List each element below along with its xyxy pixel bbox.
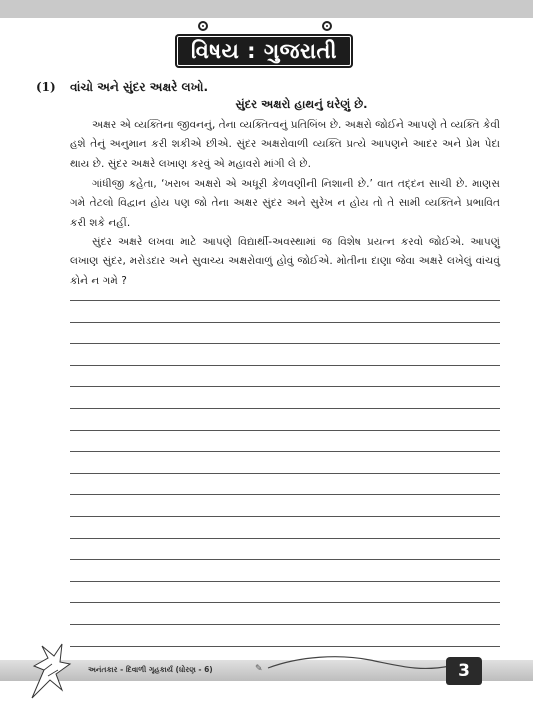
writing-line[interactable] xyxy=(70,602,500,603)
writing-line[interactable] xyxy=(70,494,500,495)
essay-paragraph-text: અક્ષર એ વ્યક્તિના જીવનનું, તેના વ્યક્તિત્વનું પ્રતિબિંબ છે. અક્ષરો જોઈને આપણે તે વ્યક્તિ કેવી હશે તેનું અનુમાન કરી શકીએ છીએ. સુંદર અક્ષરોવાળી વ્યક્તિ પ્રત્યે આપણને આદર અને પ્રેમ પેદા થાય છે. સુંદર અક્ષરે લખાણ કરવું એ મહાવરો માંગી લે છે. xyxy=(70,119,500,170)
writing-line[interactable] xyxy=(70,646,500,647)
binder-ring-icon xyxy=(198,21,208,31)
leaf-doodle-icon xyxy=(22,640,72,700)
question-instruction: વાંચો અને સુંદર અક્ષરે લખો. xyxy=(70,80,209,94)
writing-line[interactable] xyxy=(70,559,500,560)
page-number: 3 xyxy=(446,657,482,685)
essay-paragraph xyxy=(70,175,500,233)
writing-line[interactable] xyxy=(70,386,500,387)
writing-line[interactable] xyxy=(70,300,500,301)
pen-doodle-icon: ✎ xyxy=(255,664,263,674)
writing-line[interactable] xyxy=(70,365,500,366)
essay-paragraph xyxy=(70,116,500,174)
essay-title: સુંદર અક્ષરો હાથનું ઘરેણું છે. xyxy=(235,97,368,111)
subject-banner: વિષય : ગુજરાતી xyxy=(175,34,353,68)
top-binding-band xyxy=(0,0,533,18)
writing-line[interactable] xyxy=(70,516,500,517)
writing-line[interactable] xyxy=(70,624,500,625)
writing-line[interactable] xyxy=(70,430,500,431)
writing-line[interactable] xyxy=(70,343,500,344)
essay-paragraph-text: ગાંધીજી કહેતા, ‘ખરાબ અક્ષરો એ અધૂરી કેળવણીની નિશાની છે.’ વાત તદ્દન સાચી છે. માણસ ગમે તેટલો વિદ્વાન હોય પણ જો તેના અક્ષર સુંદર અને સુરેખ ન હોય તો તે સામી વ્યક્તિને પ્રભાવિત કરી શકે નહીં. xyxy=(70,178,500,229)
writing-line[interactable] xyxy=(70,538,500,539)
essay-paragraph-text: સુંદર અક્ષરે લખવા માટે આપણે વિદ્યાર્થી-અવસ્થામાં જ વિશેષ પ્રયત્ન કરવો જોઈએ. આપણું લખાણ સુંદર, મરોડદાર અને સુવાચ્ય અક્ષરોવાળું હોવું જોઈએ. મોતીના દાણા જેવા અક્ષરે લખેલું વાંચવું કોને ન ગમે ? xyxy=(70,236,500,287)
writing-line[interactable] xyxy=(70,581,500,582)
writing-line[interactable] xyxy=(70,451,500,452)
binder-ring-icon xyxy=(322,21,332,31)
footer-book-title: અનંતકાર - દિવાળી ગૃહકાર્ય (ધોરણ - 6) xyxy=(88,665,213,674)
essay-paragraph xyxy=(70,233,500,291)
writing-line[interactable] xyxy=(70,473,500,474)
writing-line[interactable] xyxy=(70,322,500,323)
writing-line[interactable] xyxy=(70,408,500,409)
question-number: (1) xyxy=(36,80,56,94)
writing-lines-area[interactable] xyxy=(70,300,500,667)
